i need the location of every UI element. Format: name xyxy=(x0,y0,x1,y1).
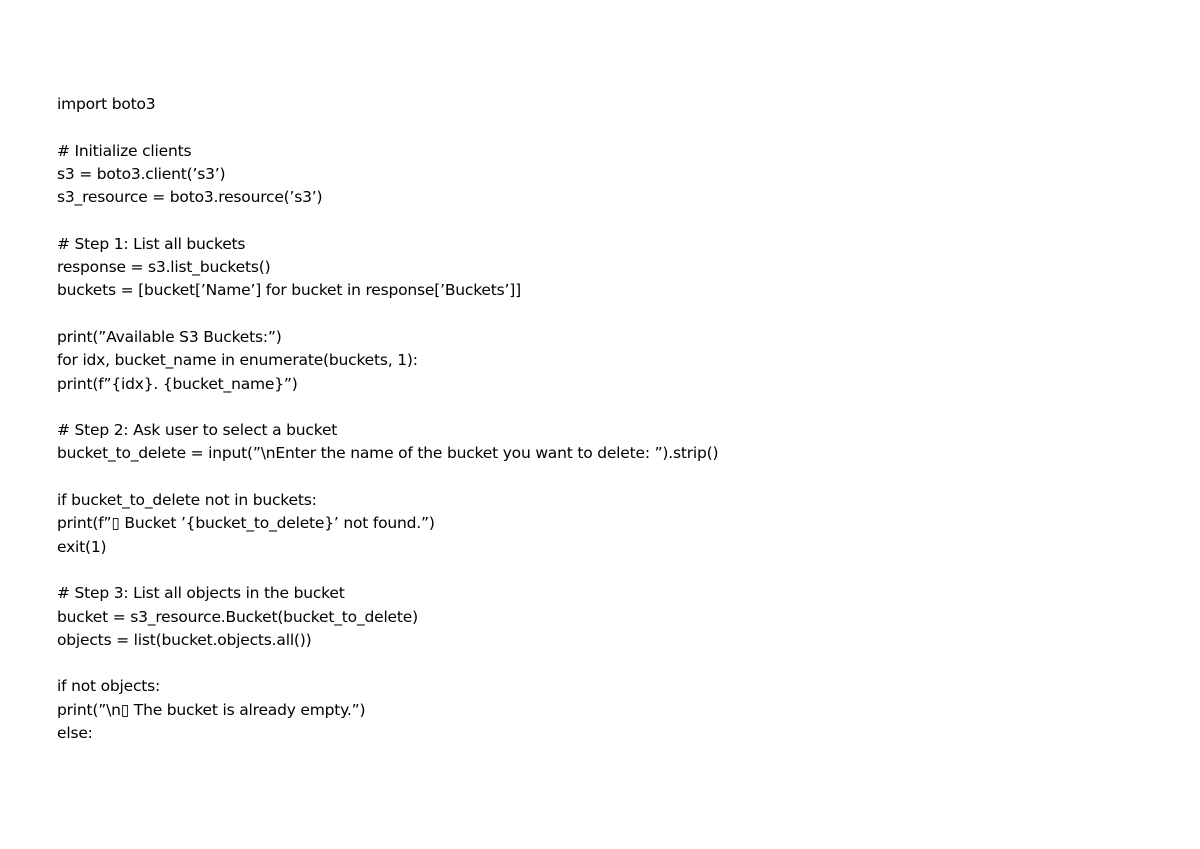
blank-line xyxy=(57,116,1157,139)
code-line: objects = list(bucket.objects.all()) xyxy=(57,630,312,649)
blank-line xyxy=(57,396,1157,419)
code-line: for idx, bucket_name in enumerate(buckets, 1): xyxy=(57,351,418,370)
blank-line xyxy=(57,652,1157,675)
code-line: bucket_to_delete = input(”\nEnter the name of the bucket you want to delete: ”).strip() xyxy=(57,444,719,463)
code-line: response = s3.list_buckets() xyxy=(57,258,271,277)
code-line: print(”Available S3 Buckets:”) xyxy=(57,327,282,346)
code-line: if not objects: xyxy=(57,677,161,696)
code-comment-line: # Step 2: Ask user to select a bucket xyxy=(57,421,338,440)
blank-line xyxy=(57,559,1157,582)
code-comment-line: # Initialize clients xyxy=(57,141,192,160)
code-line: print(f”▯ Bucket ’{bucket_to_delete}’ not found.”) xyxy=(57,514,435,533)
code-line: print(”\n▯ The bucket is already empty.”) xyxy=(57,700,366,719)
code-line: s3 = boto3.client(’s3’) xyxy=(57,164,226,183)
code-line: s3_resource = boto3.resource(’s3’) xyxy=(57,188,323,207)
code-line: exit(1) xyxy=(57,537,107,556)
code-comment-line: # Step 3: List all objects in the bucket xyxy=(57,584,345,603)
code-line: import boto3 xyxy=(57,95,156,113)
blank-line xyxy=(57,303,1157,326)
code-line: else: xyxy=(57,724,93,743)
code-text-block xyxy=(57,93,1157,745)
blank-line xyxy=(57,209,1157,232)
code-line: buckets = [bucket[’Name’] for bucket in response[’Buckets’]] xyxy=(57,281,521,300)
code-line: if bucket_to_delete not in buckets: xyxy=(57,491,317,510)
code-line: bucket = s3_resource.Bucket(bucket_to_delete) xyxy=(57,607,418,626)
blank-line xyxy=(57,466,1157,489)
code-line: print(f”{idx}. {bucket_name}”) xyxy=(57,374,298,393)
code-comment-line: # Step 1: List all buckets xyxy=(57,234,246,253)
